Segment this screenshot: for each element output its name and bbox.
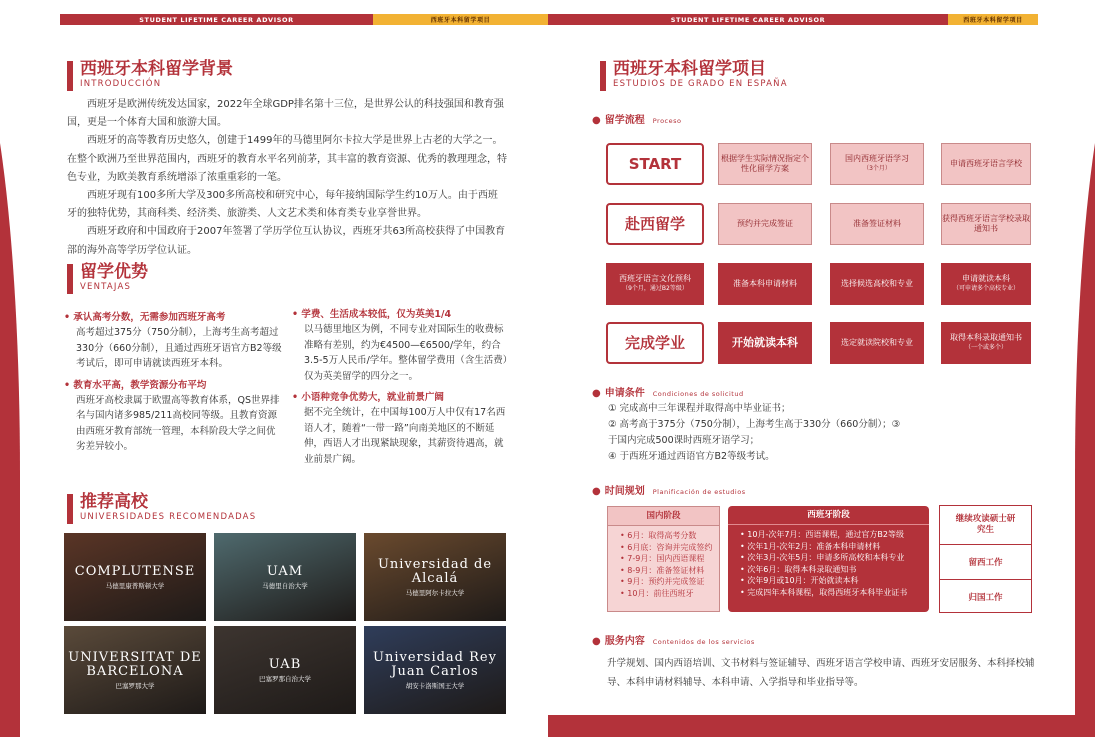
flow-step-note: （9个月，通过B2等级） [622,285,688,292]
advantages-subtitle: VENTAJAS [80,282,132,292]
flow-step-text: 取得本科录取通知书 [950,333,1022,342]
decorative-curve-right [1075,30,1095,737]
timeline-item: • 8-9月：准备签证材料 [620,565,719,577]
services-heading-es: Contenidos de los servicios [652,638,755,646]
university-subname: 胡安卡洛斯国王大学 [405,681,465,690]
university-card-uam[interactable] [214,533,356,621]
advantage-heading: • 小语种竞争优势大，就业前景广阔 [292,390,510,405]
flow-step-undergrad-admission [941,322,1031,364]
bullet-dot: ● [592,636,601,647]
university-card-uab[interactable] [214,626,356,714]
conditions-list [608,401,1008,465]
flow-step-start-undergrad: 开始就读本科 [718,322,812,364]
university-card-barcelona[interactable] [64,626,206,714]
advantages-title: 留学优势 [80,262,148,282]
intro-subtitle: INTRODUCCIÓN [80,79,162,89]
flow-step-note: （可申请多个高校专业） [952,285,1019,292]
university-subname: 巴塞罗那大学 [115,681,155,690]
university-name: UAM [266,563,304,579]
header-title: STUDENT LIFETIME CAREER ADVISOR [60,14,373,25]
university-subname: 巴塞罗那自治大学 [259,674,311,683]
condition-line: ④ 于西班牙通过西语官方B2等级考试。 [608,451,775,462]
flow-start: START [606,143,704,185]
intro-paragraph: 西班牙政府和中国政府于2007年签署了学历学位互认协议，西班牙共63所高校获得了中国教育部的海外高等学历学位认证。 [67,226,506,256]
flow-step-confirm-school: 选定就读院校和专业 [830,322,924,364]
title-accent-bar [67,264,73,294]
intro-title: 西班牙本科留学背景 [80,59,233,79]
intro-text [67,96,507,260]
flow-graduate: 完成学业 [606,322,704,364]
header-tag: 西班牙本科留学项目 [948,14,1038,25]
university-name: Universidad Rey Juan Carlos [373,649,497,679]
advantage-heading: • 学费、生活成本较低，仅为英美1/4 [292,307,510,322]
intro-paragraph: 西班牙现有100多所大学及300多所高校和研究中心，每年接纳国际学生约10万人。由于西班牙的独特优势，其商科类、经济类、旅游类、人文艺术类和体育类专业享誉世界。 [67,190,498,220]
header-tag: 西班牙本科留学项目 [373,14,548,25]
advantages-col-right [292,307,510,467]
condition-line: 于国内完成500课时西班牙语学习； [608,435,760,446]
flow-step-language-admission: 获得西班牙语言学校录取通知书 [941,203,1031,245]
timeline-domestic-list [608,526,719,599]
title-accent-bar [67,61,73,91]
process-heading-zh: 留学流程 [604,115,645,126]
conditions-heading-zh: 申请条件 [604,388,645,399]
conditions-heading [592,384,744,399]
bottom-band [548,715,1095,737]
bullet-dot: ● [592,486,601,497]
timeline-spain-title: 西班牙阶段 [728,506,929,525]
bullet-dot: ● [592,388,601,399]
timeline-item: • 10月-次年7月：西语课程，通过官方B2等级 [740,529,929,541]
flow-step-visa-materials: 准备签证材料 [830,203,924,245]
process-heading [592,111,681,126]
university-subname: 马德里阿尔卡拉大学 [405,588,465,597]
after-option: 归国工作 [968,593,1003,603]
timeline-domestic [607,506,720,612]
flow-step-text: 申请就读本科 [962,274,1010,283]
flow-step-text: 西班牙语言文化预科 [619,274,691,283]
university-name: UAB [268,656,302,672]
intro-paragraph: 西班牙是欧洲传统发达国家，2022年全球GDP排名第十三位，是世界公认的科技强国和教育强国，更是一个体育大国和旅游大国。 [67,99,504,129]
flow-step-apply-undergrad [941,263,1031,305]
flow-step-note: （3个月） [863,165,891,172]
university-name: UNIVERSITAT DE BARCELONA [68,649,202,679]
services-text: 升学规划、国内西语培训、文书材料与签证辅导、西班牙语言学校申请、西班牙安居服务、本科择校辅导、本科申请材料辅导、本科申请、入学指导和毕业指导等。 [607,658,1035,688]
university-subname: 马德里康普斯顿大学 [105,581,165,590]
flow-step-text: 国内西班牙语学习 [845,154,909,163]
timeline-item: • 完成四年本科课程，取得西班牙本科毕业证书 [740,587,929,599]
timeline-item: • 次年1月-次年2月：准备本科申请材料 [740,541,929,553]
flow-step-spanish-domestic [830,143,924,185]
flow-go-to-spain: 赴西留学 [606,203,704,245]
flow-step-apply-language-school: 申请西班牙语言学校 [941,143,1031,185]
program-section-title [600,59,788,91]
bullet-dot: ● [592,115,601,126]
condition-line: ① 完成高中三年课程并取得高中毕业证书； [608,403,791,414]
university-card-complutense[interactable] [64,533,206,621]
timeline-item: • 次年9月或10月：开始就读本科 [740,575,929,587]
timeline-domestic-title: 国内阶段 [608,507,719,526]
after-option: 继续攻读硕士研究生 [940,506,1031,545]
intro-paragraph: 西班牙的高等教育历史悠久，创建于1499年的马德里阿尔卡拉大学是世界上古老的大学之一。在整个欧洲乃至世界范围内，西班牙的教育水平名列前茅，其丰富的教育资源、优秀的教理理念，特色专业，为欧美教育系统增添了浓重重彩的一笔。 [67,135,507,183]
advantage-body: 据不完全统计，在中国每100万人中仅有17名西语人才，随着“一带一路”向南美地区的不断延伸，西语人才出现紧缺现象，其薪资待遇高，就业前景广阔。 [304,407,506,465]
universities-section-title [67,492,256,524]
timeline-item: • 次年6月：取得本科录取通知书 [740,564,929,576]
timeline-item: • 10月：前往西班牙 [620,588,719,600]
advantage-body: 西班牙高校隶属于欧盟高等教育体系，QS世界排名与国内诸多985/211高校同等级。且教育资源由西班牙教育部统一管理，本科阶段大学之间优劣差异较小。 [76,394,280,452]
condition-line: ② 高考高于375分（750分制），上海考生高于330分（660分制）；③ [608,419,901,430]
services-heading-zh: 服务内容 [604,636,645,647]
university-card-alcala[interactable] [364,533,506,621]
header-bar-left [60,14,548,25]
title-accent-bar [600,61,606,91]
timeline-item: • 6月：取得高考分数 [620,530,719,542]
advantage-heading: • 承认高考分数，无需参加西班牙高考 [64,310,284,325]
university-name: Universidad de Alcalá [377,556,493,586]
flow-step-prepare-application: 准备本科申请材料 [718,263,812,305]
timeline-item: • 6月底：咨询并完成签约 [620,542,719,554]
advantage-heading: • 教育水平高，教学资源分布平均 [64,378,284,393]
decorative-curve-left [0,30,20,737]
universities-title: 推荐高校 [80,492,148,512]
universities-subtitle: UNIVERSIDADES RECOMENDADAS [80,512,257,522]
services-heading [592,632,755,647]
flow-step-plan: 根据学生实际情况指定个性化留学方案 [718,143,812,185]
advantage-body: 高考超过375分（750分制），上海考生高考超过330分（660分制），且通过西班牙语官方B2等级考试后，即可申请就读西班牙本科。 [76,327,282,369]
advantages-col-left [64,310,284,455]
timeline-heading-es: Planificación de estudios [652,488,746,496]
timeline-item: • 9月：预约并完成签证 [620,576,719,588]
timeline-heading [592,482,746,497]
flow-step-prep-course [606,263,704,305]
timeline-after [939,505,1032,613]
timeline-spain-list [728,525,929,598]
timeline-spain [728,506,929,612]
flow-step-note: （一个或多个） [964,344,1007,351]
process-heading-es: Proceso [652,117,682,125]
intro-section-title [67,59,233,91]
timeline-item: • 7-9月：国内西语课程 [620,553,719,565]
header-bar-right [548,14,1038,25]
timeline-item: • 次年3月-次年5月：申请多所高校和本科专业 [740,552,929,564]
program-subtitle: ESTUDIOS DE GRADO EN ESPAÑA [613,79,788,89]
flow-step-choose-schools: 选择候选高校和专业 [830,263,924,305]
advantages-section-title [67,262,148,294]
university-subname: 马德里自治大学 [262,581,308,590]
right-page [548,0,1095,737]
conditions-heading-es: Condiciones de solicitud [652,390,744,398]
university-name: COMPLUTENSE [74,563,196,579]
after-option: 留西工作 [940,545,1031,580]
advantage-body: 以马德里地区为例，不同专业对国际生的收费标准略有差别，约为€4500—€6500/学年，约合3.5-5万人民币/学年。整体留学费用（含生活费）仅为英美留学的四分之一。 [304,324,508,382]
title-accent-bar [67,494,73,524]
header-title: STUDENT LIFETIME CAREER ADVISOR [548,14,948,25]
timeline-heading-zh: 时间规划 [604,486,645,497]
university-card-urjc[interactable] [364,626,506,714]
flow-step-visa-appointment: 预约并完成签证 [718,203,812,245]
program-title: 西班牙本科留学项目 [613,59,766,79]
